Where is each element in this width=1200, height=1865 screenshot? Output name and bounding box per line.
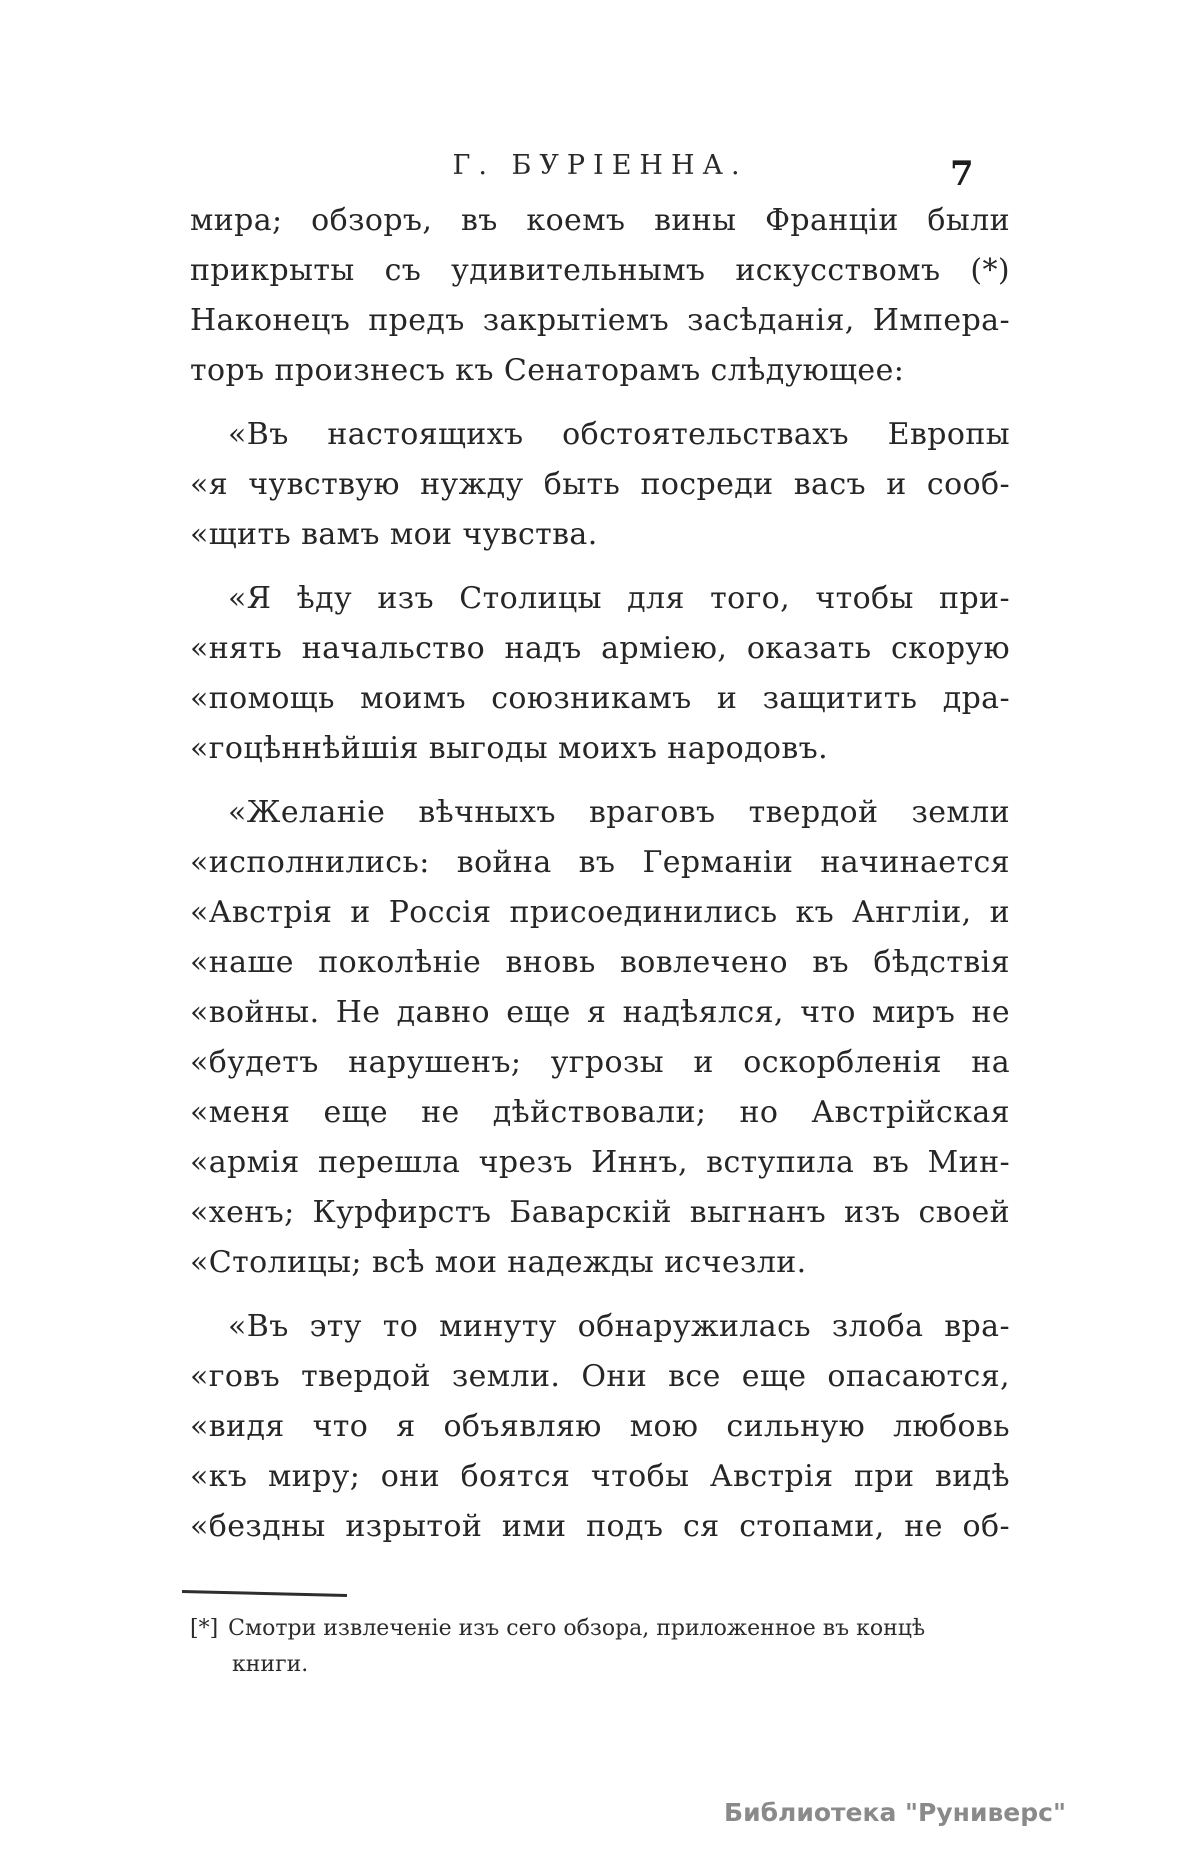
page-number: 7 xyxy=(950,154,974,194)
text-line: Наконецъ предъ закрытіемъ засѣданія, Импера- xyxy=(190,303,1010,338)
text-line: «армія перешла чрезъ Иннъ, вступила въ Мин- xyxy=(190,1145,1010,1180)
text-line: «гоцѣннѣйшія выгоды моихъ народовъ. xyxy=(190,731,829,766)
text-line: «Желаніе вѣчныхъ враговъ твердой земли xyxy=(228,795,1010,830)
page-body-text xyxy=(190,196,1010,1552)
footnote-text: Смотри извлеченіе изъ сего обзора, приложенное въ концѣ xyxy=(228,1616,926,1641)
text-line: «Въ настоящихъ обстоятельствахъ Европы xyxy=(228,417,1010,452)
text-line: «говъ твердой земли. Они все еще опасаются, xyxy=(190,1359,1010,1394)
text-line: «войны. Не давно еще я надѣялся, что миръ не xyxy=(190,995,1010,1030)
text-line: «меня еще не дѣйствовали; но Австрійская xyxy=(190,1095,1010,1130)
text-line: «къ миру; они боятся чтобы Австрія при видѣ xyxy=(190,1459,1010,1494)
footnote-line xyxy=(190,1611,1020,1647)
text-line: «я чувствую нужду быть посреди васъ и сооб- xyxy=(190,467,1010,502)
footnote-line: книги. xyxy=(232,1652,309,1677)
footnote-marker: [*] xyxy=(190,1616,219,1641)
text-line: прикрыты съ удивительнымъ искусствомъ (*) xyxy=(190,253,1010,288)
text-line: «хенъ; Курфирстъ Баварскій выгнанъ изъ своей xyxy=(190,1195,1010,1230)
text-line: «Столицы; всѣ мои надежды исчезли. xyxy=(190,1245,807,1280)
text-line: «помощь моимъ союзникамъ и защитить дра- xyxy=(190,681,1010,716)
text-line: «Я ѣду изъ Столицы для того, чтобы при- xyxy=(228,581,1010,616)
footnote-divider xyxy=(182,1590,347,1597)
text-line: «нять начальство надъ арміею, оказать скорую xyxy=(190,631,1010,666)
text-line: «Австрія и Россія присоединились къ Англіи, и xyxy=(190,895,1010,930)
footnote xyxy=(190,1592,1020,1683)
text-line: «наше поколѣніе вновь вовлечено въ бѣдствія xyxy=(190,945,1010,980)
paragraph xyxy=(190,1302,1010,1552)
text-line: «щить вамъ мои чувства. xyxy=(190,517,598,552)
text-line: «Въ эту то минуту обнаружилась злоба вра- xyxy=(228,1309,1010,1344)
paragraph xyxy=(190,788,1010,1288)
text-line: мира; обзоръ, въ коемъ вины Франціи были xyxy=(190,203,1010,238)
paragraph xyxy=(190,196,1010,396)
text-line: «видя что я объявляю мою сильную любовь xyxy=(190,1409,1010,1444)
text-line: «бездны изрытой ими подъ ся стопами, не об- xyxy=(190,1509,1010,1544)
text-line: торъ произнесъ къ Сенаторамъ слѣдующее: xyxy=(190,353,905,388)
page-header xyxy=(0,150,1200,196)
paragraph xyxy=(190,410,1010,560)
text-line: «исполнились: война въ Германіи начинается xyxy=(190,845,1010,880)
library-watermark: Библиотека "Руниверс" xyxy=(724,1798,1066,1827)
text-line: «будетъ нарушенъ; угрозы и оскорбленія на xyxy=(190,1045,1010,1080)
paragraph xyxy=(190,574,1010,774)
running-title: Г. БУРІЕННА. xyxy=(452,150,748,181)
